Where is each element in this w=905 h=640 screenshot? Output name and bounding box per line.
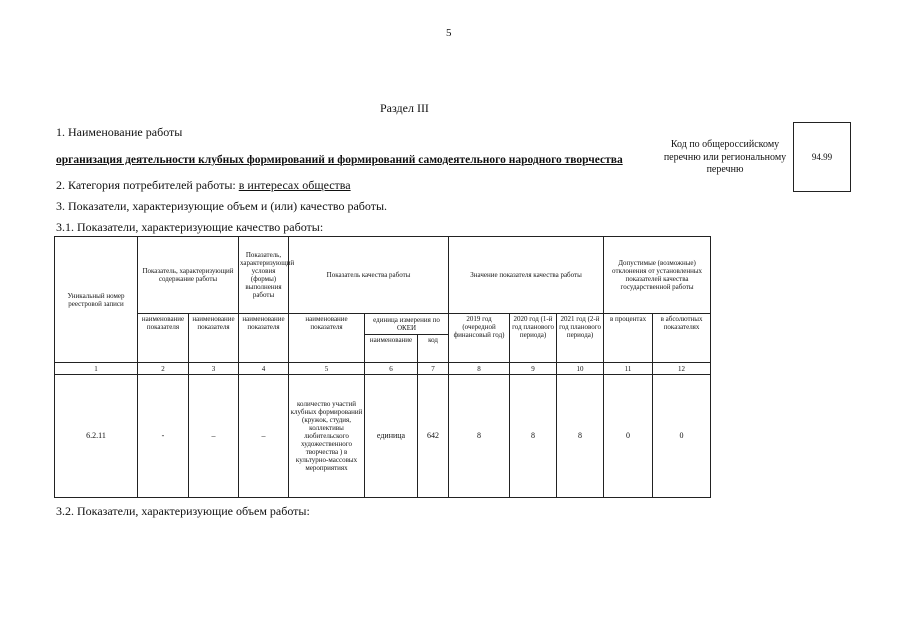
- header-2019: 2019 год (очередной финансовый год): [449, 314, 510, 363]
- code-box: [793, 122, 851, 192]
- column-number: 11: [604, 363, 653, 375]
- column-number: 10: [557, 363, 604, 375]
- header-okei: единица измерения по ОКЕИ: [365, 314, 449, 335]
- column-number: 4: [239, 363, 289, 375]
- header-deviation: Допустимые (возможные) отклонения от установленных показателей качества государственной работы: [604, 237, 711, 314]
- column-number: 5: [289, 363, 365, 375]
- header-content: Показатель, характеризующий содержание работы: [138, 237, 239, 314]
- header-percent: в процентах: [604, 314, 653, 363]
- consumer-category-label: 2. Категория потребителей работы:: [56, 178, 239, 192]
- header-conditions: Показатель, характеризующий условия (формы) выполнения работы: [239, 237, 289, 314]
- code-value: 94.99: [811, 152, 833, 162]
- header-absolute: в абсолютных показателях: [653, 314, 711, 363]
- header-quality: Показатель качества работы: [289, 237, 449, 314]
- cell-2019: 8: [449, 375, 510, 498]
- column-number: 6: [365, 363, 418, 375]
- consumer-category: [56, 178, 351, 193]
- header-condition-name: наименование показателя: [239, 314, 289, 363]
- code-label: Код по общероссийскому перечню или региональному перечню: [663, 139, 787, 175]
- column-number: 1: [55, 363, 138, 375]
- cell-unit: единица: [365, 375, 418, 498]
- cell-dev-absolute: 0: [653, 375, 711, 498]
- header-okei-code: код: [418, 335, 449, 363]
- table-row: [55, 375, 711, 498]
- header-registry: Уникальный номер реестровой записи: [55, 237, 138, 363]
- indicators-heading: 3. Показатели, характеризующие объем и (или) качество работы.: [56, 199, 388, 213]
- cell-registry: 6.2.11: [55, 375, 138, 498]
- cell-code: 642: [418, 375, 449, 498]
- header-values: Значение показателя качества работы: [449, 237, 604, 314]
- cell-2020: 8: [510, 375, 557, 498]
- header-okei-name: наименование: [365, 335, 418, 363]
- cell-dev-percent: 0: [604, 375, 653, 498]
- section-title: Раздел III: [380, 101, 429, 115]
- consumer-category-value: в интересах общества: [238, 178, 351, 192]
- cell-content-2: –: [189, 375, 239, 498]
- header-content-name-2: наименование показателя: [189, 314, 239, 363]
- quality-indicators-heading: 3.1. Показатели, характеризующие качество работы:: [56, 220, 324, 234]
- column-number: 12: [653, 363, 711, 375]
- work-name-label: 1. Наименование работы: [56, 125, 183, 139]
- column-number: 9: [510, 363, 557, 375]
- cell-2021: 8: [557, 375, 604, 498]
- header-2021: 2021 год (2-й год планового периода): [557, 314, 604, 363]
- cell-condition: –: [239, 375, 289, 498]
- column-number: 7: [418, 363, 449, 375]
- header-content-name-1: наименование показателя: [138, 314, 189, 363]
- cell-content-1: -: [138, 375, 189, 498]
- column-number: 3: [189, 363, 239, 375]
- header-2020: 2020 год (1-й год планового периода): [510, 314, 557, 363]
- column-number: 2: [138, 363, 189, 375]
- work-name: организация деятельности клубных формирований и формирований самодеятельного народного творчества: [56, 154, 623, 166]
- header-quality-name: наименование показателя: [289, 314, 365, 363]
- column-number: 8: [449, 363, 510, 375]
- page-number: 5: [446, 27, 452, 39]
- cell-indicator: количество участий клубных формирований (кружок, студия, коллективы любительского художественного творчества ) в культурно-массовых мероприятиях: [289, 375, 365, 498]
- quality-table: [54, 236, 711, 498]
- volume-indicators-heading: 3.2. Показатели, характеризующие объем работы:: [56, 504, 310, 518]
